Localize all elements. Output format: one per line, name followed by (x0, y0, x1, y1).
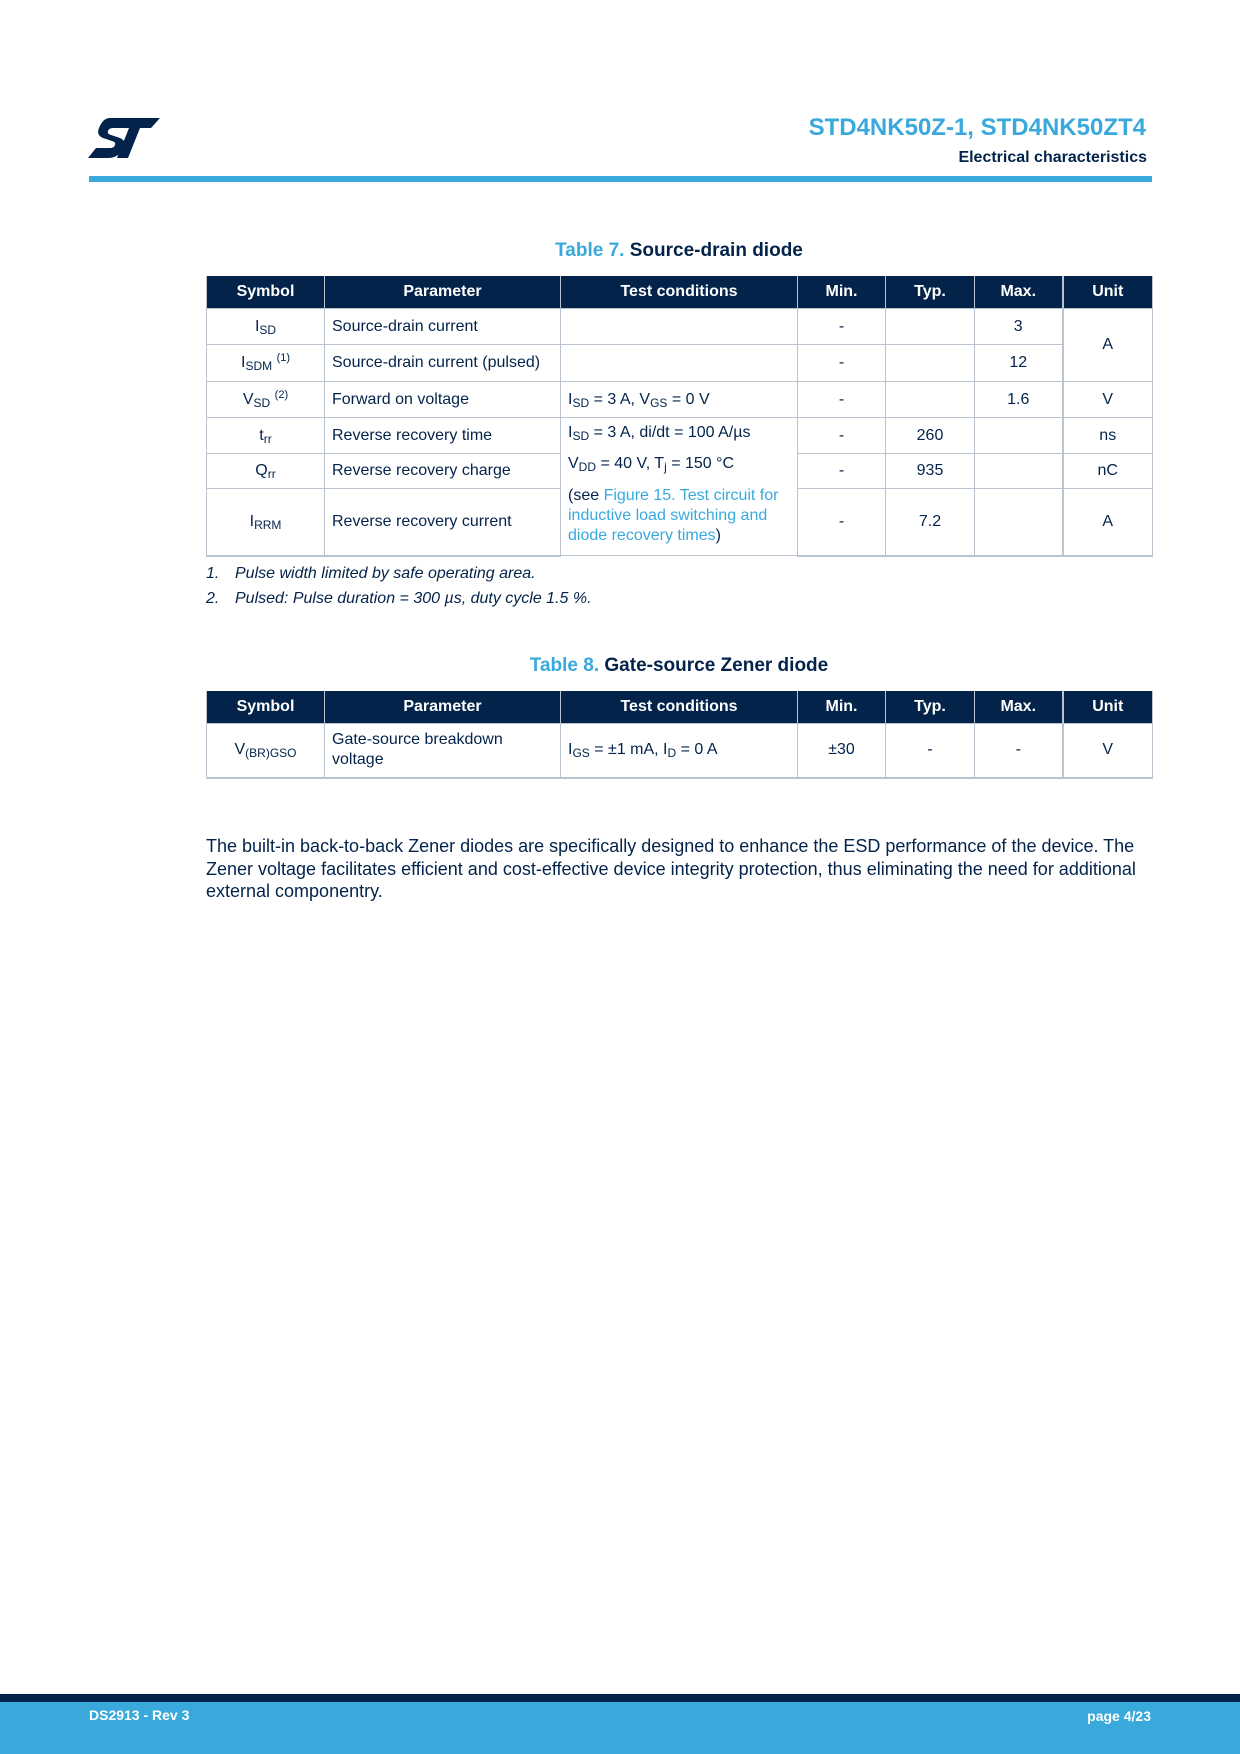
condition-line: (see Figure 15. Test circuit for inductive load switching and diode recovery times) (568, 487, 779, 544)
column-header: Min. (798, 276, 886, 309)
max-cell: 3 (975, 309, 1063, 345)
unit-cell: V (1063, 724, 1153, 778)
typ-cell (886, 382, 975, 418)
max-cell (975, 454, 1063, 489)
parameter-cell: Forward on voltage (325, 382, 561, 418)
column-header: Parameter (325, 691, 561, 724)
parameter-cell: Source-drain current (pulsed) (325, 345, 561, 382)
footer-dark-band (0, 1694, 1240, 1702)
unit-cell: ns (1063, 418, 1153, 454)
table-row (207, 724, 1153, 778)
test-conditions-cell (561, 345, 798, 382)
column-header: Typ. (886, 276, 975, 309)
typ-cell (886, 309, 975, 345)
symbol-cell: $V_{(BR)GSO}$ (207, 724, 325, 778)
min-cell: - (798, 382, 886, 418)
column-header: Max. (975, 276, 1063, 309)
table8-caption-number: Table 8. (529, 655, 600, 676)
min-cell: - (798, 489, 886, 556)
max-cell: 12 (975, 345, 1063, 382)
column-header: Symbol (207, 691, 325, 724)
document-revision: DS2913 - Rev 3 (89, 1707, 190, 1723)
symbol-cell: $V_{SD}$ $^{(2)}$ (207, 382, 325, 418)
column-header: Typ. (886, 691, 975, 724)
min-cell: - (798, 418, 886, 454)
min-cell: ±30 (798, 724, 886, 778)
typ-cell (886, 345, 975, 382)
test-conditions-cell: $I_{GS} = \pm 1$ mA, $I_D = 0$ A (561, 724, 798, 778)
min-cell: - (798, 309, 886, 345)
max-cell (975, 418, 1063, 454)
column-header: Max. (975, 691, 1063, 724)
min-cell: - (798, 454, 886, 489)
typ-cell: 935 (886, 454, 975, 489)
footnote: 2. Pulsed: Pulse duration = 300 µs, duty cycle 1.5 %. (206, 590, 592, 607)
table7-caption (206, 240, 1152, 262)
test-conditions-cell: $I_{SD} = 3$ A, $V_{GS} = 0$ V (561, 382, 798, 418)
table8-caption-title: Gate-source Zener diode (604, 655, 829, 676)
parameter-cell: Reverse recovery charge (325, 454, 561, 489)
page-number: page 4/23 (1087, 1708, 1151, 1724)
footnote: 1. Pulse width limited by safe operating area. (206, 565, 536, 582)
unit-cell: A (1063, 489, 1153, 556)
zener-description-paragraph: The built-in back-to-back Zener diodes are specifically designed to enhance the ESD performance of the device. The Zener voltage facilitates efficient and cost-effective device integrity protection, thus eliminating the need for additional external componentry. (206, 836, 1136, 901)
parameter-cell: Reverse recovery time (325, 418, 561, 454)
st-logo (88, 118, 160, 158)
source-drain-diode-table (206, 276, 1153, 557)
test-conditions-cell (561, 309, 798, 345)
condition-line: $I_{SD} = 3$ A, di/dt = 100 A/µs (568, 424, 751, 443)
table-header-row (207, 691, 1153, 724)
table-row (207, 382, 1153, 418)
section-subtitle: Electrical characteristics (958, 149, 1147, 166)
table7-caption-number: Table 7. (555, 240, 625, 261)
column-header: Unit (1063, 276, 1153, 309)
min-cell: - (798, 345, 886, 382)
symbol-cell: $Q_{rr}$ (207, 454, 325, 489)
table8-caption (206, 655, 1152, 677)
table-header-row (207, 276, 1153, 309)
table7-footnotes (206, 564, 592, 614)
typ-cell: 7.2 (886, 489, 975, 556)
parameter-cell: Reverse recovery current (325, 489, 561, 556)
table-row (207, 418, 1153, 454)
column-header: Test conditions (561, 276, 798, 309)
unit-cell: nC (1063, 454, 1153, 489)
column-header: Unit (1063, 691, 1153, 724)
gate-source-zener-table (206, 691, 1153, 779)
typ-cell: 260 (886, 418, 975, 454)
table7-caption-title: Source-drain diode (629, 240, 803, 261)
max-cell: 1.6 (975, 382, 1063, 418)
figure-15-link[interactable]: Figure 15. Test circuit for inductive load switching and diode recovery times (568, 487, 779, 544)
column-header: Min. (798, 691, 886, 724)
max-cell (975, 489, 1063, 556)
test-conditions-cell (561, 418, 798, 556)
parameter-cell: Gate-source breakdown voltage (325, 724, 561, 778)
unit-cell: V (1063, 382, 1153, 418)
column-header: Parameter (325, 276, 561, 309)
typ-cell: - (886, 724, 975, 778)
column-header: Symbol (207, 276, 325, 309)
table-row (207, 309, 1153, 345)
condition-line: $V_{DD} = 40$ V, $T_j = 150$ °C (568, 455, 735, 474)
unit-cell: A (1063, 309, 1153, 382)
symbol-cell: $I_{SDM}$ $^{(1)}$ (207, 345, 325, 382)
symbol-cell: $I_{SD}$ (207, 309, 325, 345)
symbol-cell: $t_{rr}$ (207, 418, 325, 454)
table-row (207, 345, 1153, 382)
header-rule (89, 176, 1152, 182)
column-header: Test conditions (561, 691, 798, 724)
document-title: STD4NK50Z-1, STD4NK50ZT4 (808, 114, 1146, 141)
parameter-cell: Source-drain current (325, 309, 561, 345)
symbol-cell: $I_{RRM}$ (207, 489, 325, 556)
max-cell: - (975, 724, 1063, 778)
